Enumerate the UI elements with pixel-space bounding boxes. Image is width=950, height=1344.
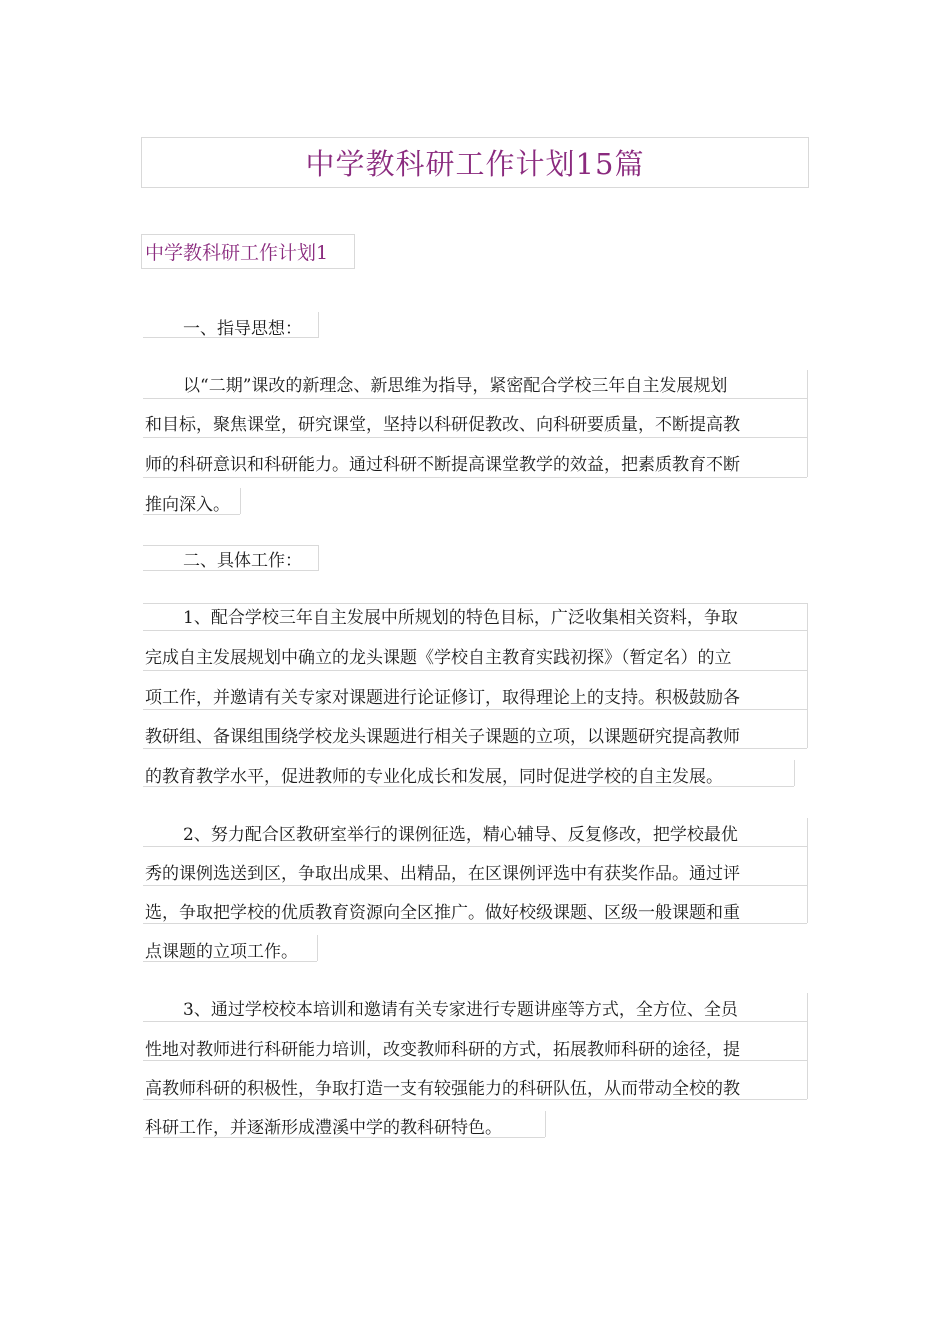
divider <box>545 1111 546 1137</box>
divider <box>143 398 807 399</box>
divider <box>807 993 808 1099</box>
divider <box>143 337 318 338</box>
item3-line: 科研工作，并逐渐形成澧溪中学的教科研特色。 <box>145 1118 502 1138</box>
item1-line: 教研组、备课组围绕学校龙头课题进行相关子课题的立项，以课题研究提高教师 <box>145 727 740 747</box>
divider <box>143 1021 807 1022</box>
divider <box>143 670 807 671</box>
item1-line: 项工作，并邀请有关专家对课题进行论证修订，取得理论上的支持。积极鼓励各 <box>145 688 740 708</box>
item1-line: 完成自主发展规划中确立的龙头课题《学校自主教育实践初探》（暂定名）的立 <box>145 648 732 668</box>
divider <box>143 477 807 478</box>
divider <box>143 923 807 924</box>
para1-line: 师的科研意识和科研能力。通过科研不断提高课堂教学的效益，把素质教育不断 <box>145 455 740 475</box>
divider <box>143 1060 807 1061</box>
divider <box>807 603 808 748</box>
divider <box>143 1137 545 1138</box>
heading-specific-work: 二、具体工作： <box>183 551 302 571</box>
divider <box>240 488 241 514</box>
divider <box>318 545 319 571</box>
divider <box>807 370 808 477</box>
divider <box>143 748 807 749</box>
item2-line: 选，争取把学校的优质教育资源向全区推广。做好校级课题、区级一般课题和重 <box>145 903 740 923</box>
divider <box>143 437 807 438</box>
divider <box>794 760 795 786</box>
item3-line: 高教师科研的积极性，争取打造一支有较强能力的科研队伍，从而带动全校的教 <box>145 1079 740 1099</box>
divider <box>143 885 807 886</box>
para1-line: 推向深入。 <box>145 495 230 515</box>
para1-line: 和目标，聚焦课堂，研究课堂，坚持以科研促教改、向科研要质量，不断提高教 <box>145 415 740 435</box>
divider <box>143 630 807 631</box>
item1-line: 的教育教学水平，促进教师的专业化成长和发展，同时促进学校的自主发展。 <box>145 767 723 787</box>
divider <box>143 514 240 515</box>
divider <box>807 818 808 923</box>
item2-line: 点课题的立项工作。 <box>145 942 298 962</box>
section-title: 中学教科研工作计划1 <box>145 242 329 264</box>
divider <box>143 709 807 710</box>
para1-line: 以“二期”课改的新理念、新思维为指导，紧密配合学校三年自主发展规划 <box>183 376 728 396</box>
divider <box>318 312 319 338</box>
divider <box>143 545 318 546</box>
item1-line: 1、配合学校三年自主发展中所规划的特色目标，广泛收集相关资料，争取 <box>183 608 738 628</box>
divider <box>317 935 318 961</box>
divider <box>143 961 317 962</box>
item3-line: 性地对教师进行科研能力培训，改变教师科研的方式，拓展教师科研的途径，提 <box>145 1040 740 1060</box>
document-title: 中学教科研工作计划15篇 <box>305 147 645 181</box>
heading-guiding-ideology: 一、指导思想： <box>183 319 302 339</box>
document-title-box <box>141 137 809 188</box>
divider <box>143 786 794 787</box>
item2-line: 秀的课例选送到区，争取出成果、出精品，在区课例评选中有获奖作品。通过评 <box>145 864 740 884</box>
divider <box>143 1099 807 1100</box>
divider <box>143 603 807 604</box>
divider <box>143 570 318 571</box>
divider <box>143 846 807 847</box>
item2-line: 2、努力配合区教研室举行的课例征选，精心辅导、反复修改，把学校最优 <box>183 825 738 845</box>
item3-line: 3、通过学校校本培训和邀请有关专家进行专题讲座等方式，全方位、全员 <box>183 1000 738 1020</box>
